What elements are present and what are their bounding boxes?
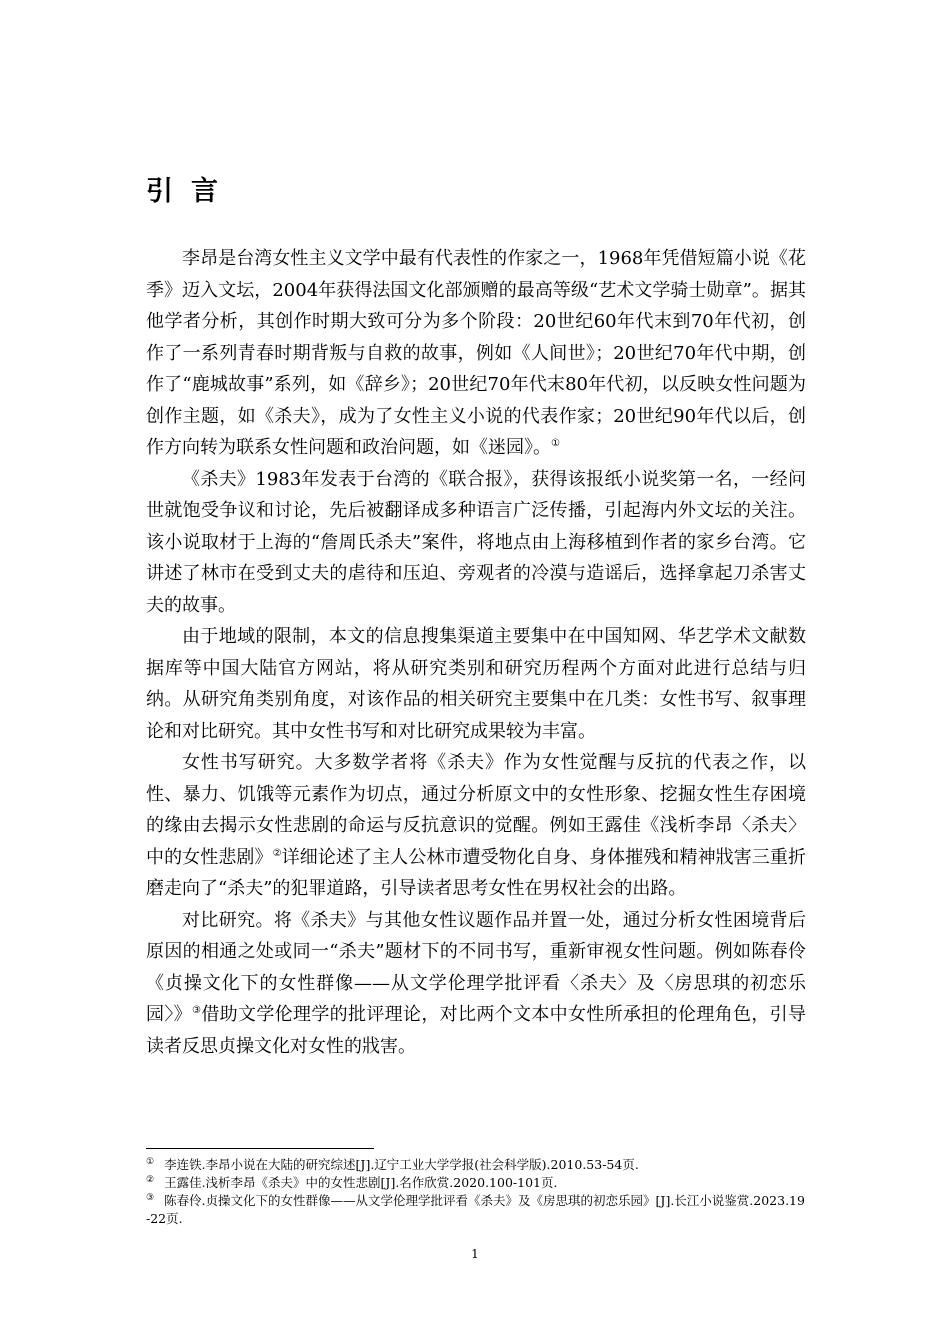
footnote-ref[interactable]: ② <box>272 847 282 859</box>
footnote-ref[interactable]: ③ <box>192 1005 202 1016</box>
paragraph-text: 女性书写研究。大多数学者将《杀夫》作为女性觉醒与反抗的代表之作，以性、暴力、饥饿等元素作为切点，通过分析原文中的女性形象、挖掘女性生存困境的缘由去揭示女性悲剧的命运与反抗意识的觉醒。例如王露佳《浅析李昂〈杀夫〉中的女性悲剧》 <box>146 752 806 868</box>
footnote-mark: ① <box>146 1156 155 1167</box>
footnote-text: 陈春伶.贞操文化下的女性群像——从文学伦理学批评看《杀夫》及《房思琪的初恋乐园》[J].长江小说鉴赏.2023.19-22页. <box>146 1193 805 1226</box>
paragraph-text: 由于地域的限制，本文的信息搜集渠道主要集中在中国知网、华艺学术文献数据库等中国大陆官方网站，将从研究类别和研究历程两个方面对此进行总结与归纳。从研究角类别角度，对该作品的相关研究主要集中在几类：女性书写、叙事理论和对比研究。其中女性书写和对比研究成果较为丰富。 <box>146 626 806 742</box>
paragraph-1 <box>146 243 806 464</box>
footnote-text: 李连铁.李昂小说在大陆的研究综述[J].辽宁工业大学学报(社会科学版).2010.53-54页. <box>164 1157 639 1172</box>
paragraph-text: 《杀夫》1983年发表于台湾的《联合报》，获得该报纸小说奖第一名，一经问世就饱受争议和讨论，先后被翻译成多种语言广泛传播，引起海内外文坛的关注。该小说取材于上海的“詹周氏杀夫”案件，将地点由上海移植到作者的家乡台湾。它讲述了林市在受到丈夫的虐待和压迫、旁观者的冷漠与造谣后，选择拿起刀杀害丈夫的故事。 <box>146 468 806 616</box>
page-title: 引言 <box>146 176 236 207</box>
paragraph-text: 对比研究。将《杀夫》与其他女性议题作品并置一处，通过分析女性困境背后原因的相通之处或同一“杀夫”题材下的不同书写，重新审视女性问题。例如陈春伶《贞操文化下的女性群像——从文学伦理学批评看〈杀夫〉及〈房思琪的初恋乐园〉》 <box>146 909 806 1025</box>
paragraph-text: 李昂是台湾女性主义文学中最有代表性的作家之一，1968年凭借短篇小说《花季》迈入文坛，2004年获得法国文化部颁赠的最高等级“艺术文学骑士勋章”。据其他学者分析，其创作时期大致可分为多个阶段：20世纪60年代末到70年代初，创作了一系列青春时期背叛与自救的故事，例如《人间世》；20世纪70年代中期，创作了“鹿城故事”系列，如《辞乡》；20世纪70年代末80年代初，以反映女性问题为创作主题，如《杀夫》，成为了女性主义小说的代表作家；20世纪90年代以后，创作方向转为联系女性问题和政治问题，如《迷园》。 <box>146 248 806 458</box>
footnote-2 <box>146 1174 806 1192</box>
footnote-1 <box>146 1156 806 1174</box>
paragraph-text-continued: 详细论述了主人公林市遭受物化自身、身体摧残和精神戕害三重折磨走向了“杀夫”的犯罪道路，引导读者思考女性在男权社会的出路。 <box>146 846 807 899</box>
paragraph-2 <box>146 464 806 622</box>
footnote-text: 王露佳.浅析李昂《杀夫》中的女性悲剧[J].名作欣赏.2020.100-101页. <box>164 1175 558 1190</box>
body-text <box>146 243 806 1062</box>
paragraph-4 <box>146 747 806 905</box>
page-number: 1 <box>471 1247 479 1261</box>
footnotes <box>146 1156 806 1228</box>
footnote-mark: ③ <box>146 1192 155 1203</box>
footnote-mark: ② <box>146 1174 155 1185</box>
paragraph-text-continued: 借助文学伦理学的批评理论，对比两个文本中女性所承担的伦理角色，引导读者反思贞操文化对女性的戕害。 <box>146 1004 807 1057</box>
footnote-divider <box>146 1148 374 1149</box>
footnote-3 <box>146 1192 806 1228</box>
paragraph-5 <box>146 905 806 1063</box>
paragraph-3 <box>146 621 806 747</box>
footnote-ref[interactable]: ① <box>551 438 560 449</box>
